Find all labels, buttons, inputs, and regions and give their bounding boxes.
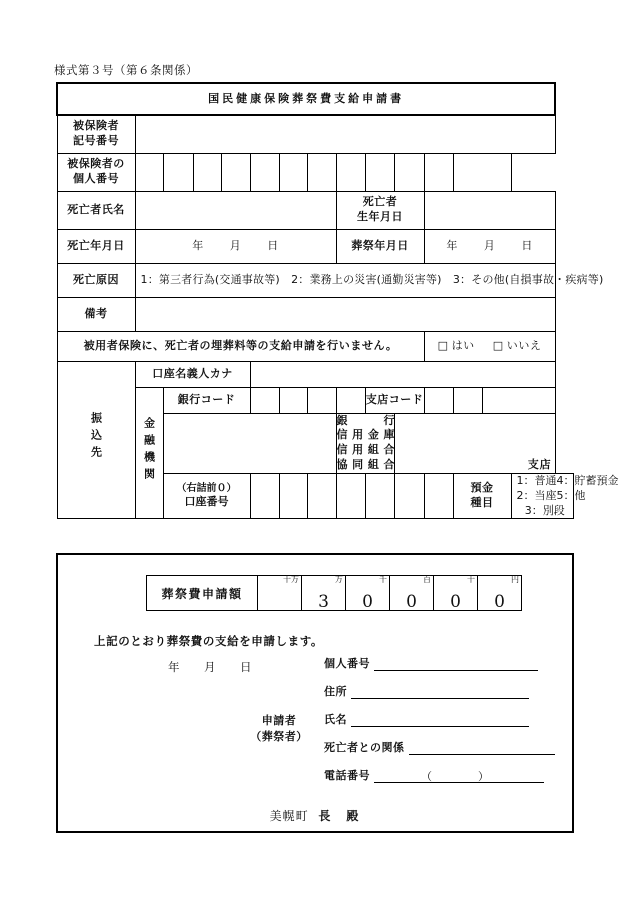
applicant-address-label: 住所 [324,685,347,698]
account-number-cell[interactable] [250,473,279,519]
my-number-cell[interactable] [394,153,424,191]
deposit-type-options[interactable] [511,473,619,519]
insured-symbol-number-label-line1: 被保険者 [73,119,119,133]
applicant-tel-rule[interactable] [374,768,544,783]
deposit-type-label [453,473,511,519]
my-number-cell[interactable] [336,153,365,191]
my-number-label-line1: 被保険者の [67,157,125,171]
my-number-cell[interactable] [193,153,221,191]
my-number-cell[interactable] [250,153,279,191]
amount-digit-hundred[interactable] [390,576,434,611]
amount-label: 葬祭費申請額 [147,576,258,611]
applicant-name-field[interactable] [324,711,529,727]
account-number-label-line1: （右詰前０） [176,482,237,494]
branch-code-cell[interactable] [482,387,555,413]
amount-digit-thousand[interactable] [346,576,390,611]
institution-type-bank[interactable]: 銀行 [336,413,395,427]
account-holder-kana-label: 口座名義人カナ [135,361,250,387]
deceased-birthdate-label-line1: 死亡者 [362,195,398,209]
no-label: いいえ [506,338,542,352]
funeral-date-day-unit: 日 [521,238,533,252]
amount-value-thousand: 0 [362,592,373,612]
financial-institution-label [135,387,163,519]
amount-value-ten: 0 [450,592,461,612]
funeral-date-year-unit: 年 [446,238,458,252]
addressee-line [58,807,572,824]
deposit-type-label-line1: 預金 [470,481,494,495]
applicant-name-label: 氏名 [324,713,347,726]
my-number-cell[interactable] [424,153,453,191]
institution-name-input[interactable] [163,413,336,473]
funeral-date-month-unit: 月 [483,238,496,252]
applicant-my-number-label: 個人番号 [324,657,370,670]
deposit-option-row [517,504,574,519]
branch-suffix-label: 支店 [527,458,552,472]
amount-value-ten-thousand: 3 [318,592,329,612]
transfer-section-label-text: 振込先 [89,412,103,464]
applicant-label-line2: （葬祭者） [250,729,308,743]
application-date-month-unit: 月 [204,660,216,674]
deposit-option-hoka[interactable]: 5：他 [556,488,586,502]
applicant-label-line1: 申請者 [261,714,297,727]
applicant-address-field[interactable] [324,683,529,699]
form-title: 国民健康保険葬祭費支給申請書 [57,83,555,115]
deposit-option-futsu[interactable]: 1：普通 [516,473,557,487]
applicant-relation-rule[interactable] [409,742,555,755]
applicant-tel-paren: （ ） [421,770,497,783]
applicant-label [244,713,314,745]
amount-unit-hundred-thousand: 十万 [283,575,299,584]
insured-symbol-number-label-line2: 記号番号 [73,134,119,148]
my-number-label [57,153,135,191]
applicant-my-number-rule[interactable] [374,658,538,671]
death-date-year-unit: 年 [192,238,204,252]
amount-digit-ten-thousand[interactable] [302,576,346,611]
deceased-birthdate-label-line2: 生年月日 [357,210,403,223]
checkbox-icon: □ [437,338,449,352]
amount-digit-one[interactable] [478,576,522,611]
application-date-year-unit: 年 [168,660,180,674]
death-date-input[interactable] [135,229,336,263]
deposit-option-betsudan[interactable]: 3：別段 [524,503,565,517]
yes-label: はい [451,338,475,352]
funeral-date-label: 葬祭年月日 [336,229,424,263]
my-number-cell[interactable] [279,153,307,191]
bank-code-cell[interactable] [307,387,336,413]
checkbox-icon: □ [492,338,504,352]
account-number-label [163,473,250,519]
remarks-label: 備考 [57,297,135,331]
account-number-cell[interactable] [279,473,307,519]
deceased-name-label: 死亡者氏名 [57,191,135,229]
remarks-input[interactable] [135,297,555,331]
amount-unit-ten: 十 [467,575,475,584]
death-date-day-unit: 日 [267,238,279,252]
account-number-label-line2: 口座番号 [184,495,229,509]
addressee-town: 美幌町 [269,809,309,823]
amount-unit-yen: 円 [511,575,519,584]
institution-type-kyodo-kumiai[interactable]: 協同組合 [336,458,395,472]
yes-checkbox[interactable] [438,339,475,352]
deposit-type-label-line2: 種目 [470,496,494,510]
deposit-option-chochiku[interactable]: 4：貯蓄預金 [556,473,619,487]
deposit-option-row [516,488,586,504]
death-date-label: 死亡年月日 [57,229,135,263]
account-holder-kana-input[interactable] [250,361,555,387]
branch-name-input[interactable] [394,413,555,473]
no-checkbox[interactable] [493,339,542,352]
my-number-cell[interactable] [365,153,394,191]
branch-code-label: 支店コード [365,387,424,413]
my-number-cell[interactable] [307,153,336,191]
bank-code-cell[interactable] [250,387,279,413]
account-number-cell[interactable] [424,473,453,519]
applicant-tel-field[interactable] [324,767,544,783]
amount-unit-ten-thousand: 万 [335,575,343,584]
amount-value-one: 0 [494,592,505,612]
bank-code-cell[interactable] [279,387,307,413]
cause-of-death-label: 死亡原因 [57,263,135,297]
addressee-title: 長 殿 [318,809,361,823]
applicant-relation-label: 死亡者との関係 [324,741,405,754]
employee-insurance-declaration: 被用者保険に、死亡者の埋葬料等の支給申請を行いません。 [57,331,424,361]
application-date-input[interactable] [168,659,252,675]
form-number: 様式第３号（第６条関係） [54,63,198,77]
funeral-date-input[interactable] [424,229,555,263]
transfer-section-label [57,361,135,519]
deceased-birthdate-label [336,191,424,229]
institution-type-shinkin[interactable]: 信用金庫 [336,428,395,442]
applicant-name-rule[interactable] [351,714,529,727]
deposit-option-toza[interactable]: 2：当座 [516,488,557,502]
amount-unit-thousand: 千 [379,575,387,584]
amount-value-hundred: 0 [406,592,417,612]
bank-code-cell[interactable] [336,387,365,413]
account-number-cell[interactable] [307,473,336,519]
applicant-relation-field[interactable] [324,739,555,755]
application-date-day-unit: 日 [240,660,252,674]
applicant-tel-label: 電話番号 [324,769,370,782]
my-number-cell[interactable] [135,153,163,191]
insured-symbol-number-input[interactable] [135,115,555,153]
applicant-my-number-field[interactable] [324,655,538,671]
deceased-name-input[interactable] [135,191,336,229]
account-number-cell[interactable] [365,473,394,519]
financial-institution-label-text: 金融機関 [142,416,156,485]
deceased-birthdate-input[interactable] [424,191,555,229]
amount-digit-ten[interactable] [434,576,478,611]
amount-table [146,575,522,611]
application-lower-section [56,553,574,833]
my-number-cell[interactable] [163,153,193,191]
account-number-cell[interactable] [394,473,424,519]
cause-of-death-options[interactable]: 1：第三者行為(交通事故等) 2：業務上の災害(通勤災害等) 3：その他(自損事故・疾病等) [135,263,555,297]
main-form-table [56,82,619,519]
declaration-answer-group[interactable] [424,331,555,361]
amount-digit-hundred-thousand[interactable] [258,576,302,611]
amount-unit-hundred: 百 [423,575,431,584]
applicant-address-rule[interactable] [351,686,529,699]
branch-code-cell[interactable] [453,387,482,413]
institution-type-shinyo-kumiai[interactable]: 信用組合 [336,443,395,457]
application-statement: 上記のとおり葬祭費の支給を申請します。 [94,634,323,648]
branch-code-cell[interactable] [424,387,453,413]
my-number-cell[interactable] [221,153,250,191]
death-date-month-unit: 月 [229,238,242,252]
bank-code-label: 銀行コード [163,387,250,413]
account-number-cell[interactable] [336,473,365,519]
my-number-label-line2: 個人番号 [73,172,119,185]
deposit-option-row [516,473,619,489]
insured-symbol-number-label [57,115,135,153]
institution-type-options[interactable] [336,413,394,473]
my-number-cell[interactable] [453,153,511,191]
